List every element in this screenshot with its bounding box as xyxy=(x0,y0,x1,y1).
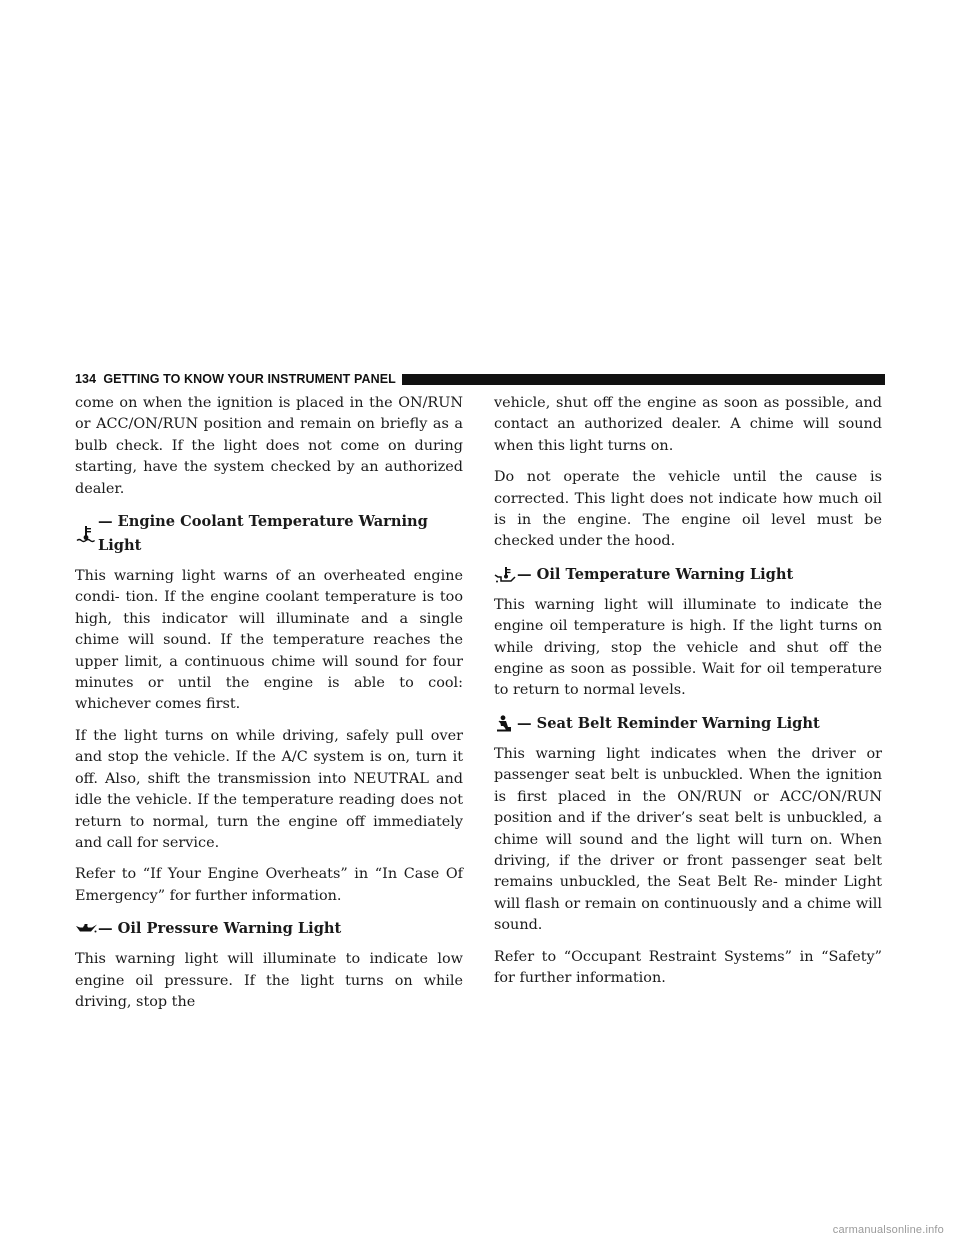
coolant-paragraph-2: If the light turns on while driving, safely pull over and stop the vehicle. If the A/C system is on, turn it off. Also, shift the transmission into NEUTRAL and idle the vehicle. If the temperature reading does not return to normal, turn the engine off immediately and call for service. xyxy=(75,727,463,851)
oil-temperature-heading xyxy=(494,563,882,587)
page-number: 134 xyxy=(75,372,97,386)
seat-belt-icon xyxy=(494,715,516,733)
seat-belt-heading xyxy=(494,712,882,736)
section-title: GETTING TO KNOW YOUR INSTRUMENT PANEL xyxy=(103,372,396,386)
coolant-heading-text: — Engine Coolant Temperature Warning Light xyxy=(98,513,428,555)
page-header xyxy=(75,371,885,387)
seat-belt-paragraph-2: Refer to “Occupant Restraint Systems” in “Safety” for further information. xyxy=(494,948,882,986)
oil-pressure-heading-text: — Oil Pressure Warning Light xyxy=(98,920,342,938)
coolant-paragraph-1: This warning light warns of an overheated engine condi- tion. If the engine coolant temperature is too high, this indicator will illuminate and a single chime will sound. If the temperature reaches the upper limit, a continuous chime will sound for four minutes or until the engine is able to cool: whichever comes first. xyxy=(75,568,463,713)
header-bar xyxy=(402,374,885,385)
oil-can-icon xyxy=(75,920,97,938)
right-column xyxy=(494,393,882,999)
intro-paragraph: come on when the ignition is placed in the ON/RUN or ACC/ON/RUN position and remain on briefly as a bulb check. If the light does not come on during starting, have the system checked by an authorized dealer. xyxy=(75,395,463,497)
oil-pressure-heading xyxy=(75,917,463,941)
oil-pressure-continued: vehicle, shut off the engine as soon as possible, and contact an authorized dealer. A chime will sound when this light turns on. xyxy=(494,395,882,454)
oil-temperature-icon xyxy=(494,566,516,584)
coolant-paragraph-3: Refer to “If Your Engine Overheats” in “In Case Of Emergency” for further information. xyxy=(75,866,463,904)
left-column xyxy=(75,393,463,1023)
oil-level-note: Do not operate the vehicle until the cause is corrected. This light does not indicate how much oil is in the engine. The engine oil level must be checked under the hood. xyxy=(494,469,882,550)
oil-pressure-paragraph: This warning light will illuminate to indicate low engine oil pressure. If the light turns on while driving, stop the xyxy=(75,951,463,1010)
coolant-temperature-icon xyxy=(75,525,97,543)
footer-watermark: carmanualsonline.info xyxy=(832,1224,944,1236)
header-text xyxy=(75,372,402,386)
coolant-heading xyxy=(75,510,463,558)
seat-belt-paragraph-1: This warning light indicates when the driver or passenger seat belt is unbuckled. When the ignition is first placed in the ON/RUN or ACC/ON/RUN position and if the driver’s seat belt is unbuckled, a chime will sound and the light will turn on. When driving, if the driver or front passenger seat belt remains unbuckled, the Seat Belt Re- minder Light will flash or remain on continuously and a chime will sound. xyxy=(494,745,882,934)
oil-temperature-paragraph: This warning light will illuminate to indicate the engine oil temperature is high. If the light turns on while driving, stop the vehicle and shut off the engine as soon as possible. Wait for oil temperature to return to normal levels. xyxy=(494,596,882,699)
oil-temperature-heading-text: — Oil Temperature Warning Light xyxy=(517,565,794,583)
seat-belt-heading-text: — Seat Belt Reminder Warning Light xyxy=(517,714,820,732)
